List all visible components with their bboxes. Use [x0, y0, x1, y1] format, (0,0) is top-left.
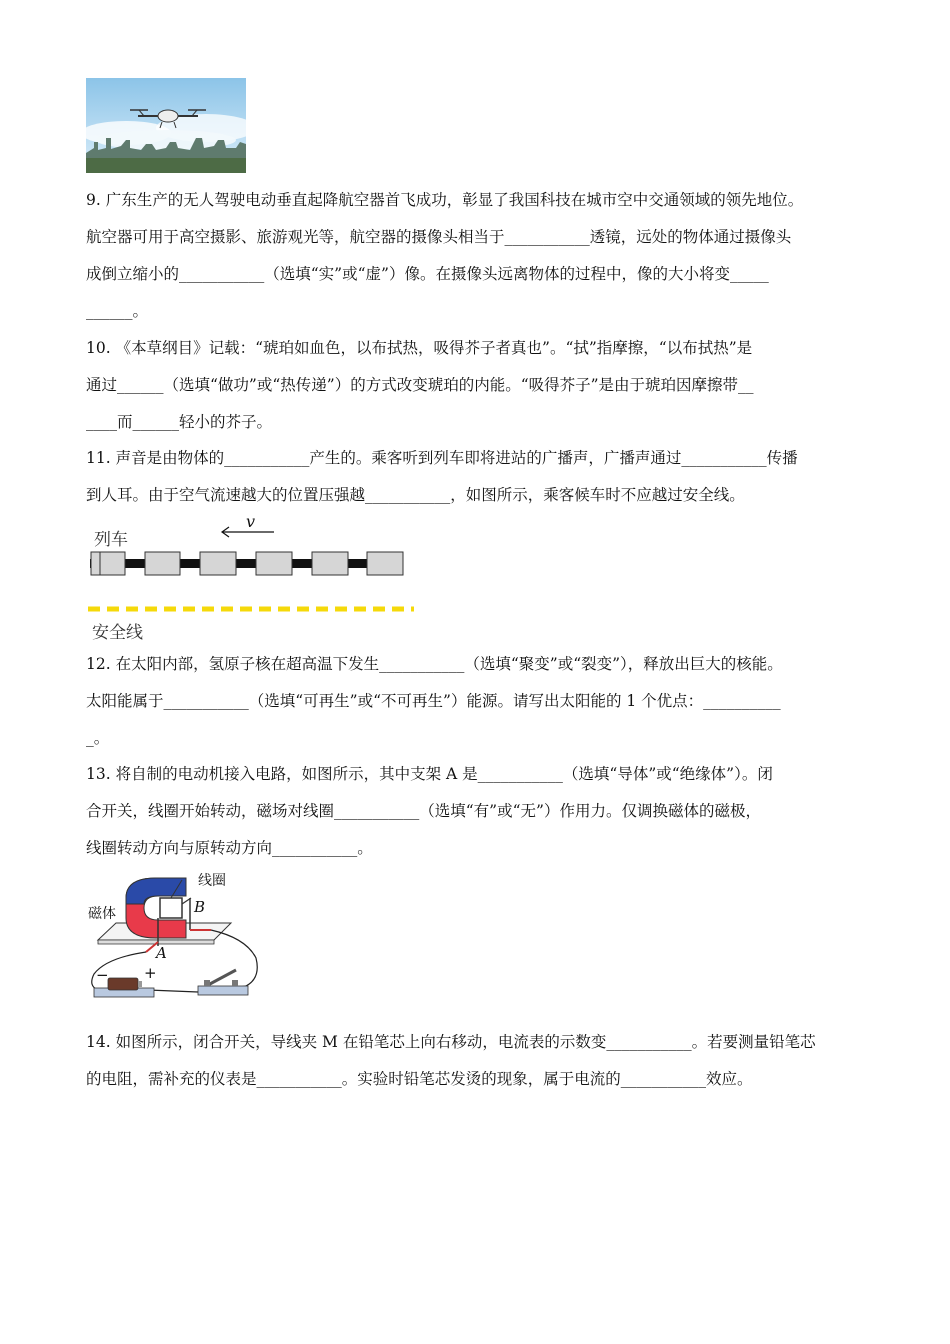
question-number: 9. — [86, 191, 101, 209]
question-12 — [86, 646, 878, 757]
motor-diagram — [86, 868, 266, 1008]
switch-lever — [208, 970, 236, 985]
question-9-line-2: 航空器可用于高空摄影、旅游观光等，航空器的摄像头相当于___________透镜，远处的物体通过摄像头 — [86, 228, 792, 246]
question-number: 10. — [86, 339, 111, 357]
question-12-line-1: 12. 在太阳内部，氢原子核在超高温下发生___________（选填“聚变”或“裂变”），释放出巨大的核能。 — [86, 655, 783, 673]
question-14-line-1: 14. 如图所示，闭合开关，导线夹 M 在铅笔芯上向右移动，电流表的示数变___________。若要测量铅笔芯 — [86, 1033, 816, 1051]
question-11 — [86, 440, 878, 514]
safety-line-label: 安全线 — [92, 623, 143, 643]
question-11-line-2: 到人耳。由于空气流速越大的位置压强越___________，如图所示，乘客候车时不应越过安全线。 — [86, 486, 745, 504]
magnet-label: 磁体 — [88, 906, 116, 922]
plus-label: + — [144, 964, 157, 982]
question-12-line-2: 太阳能属于___________（选填“可再生”或“不可再生”）能源。请写出太阳能的 1 个优点：__________ — [86, 692, 781, 710]
question-13-line-3: 线圈转动方向与原转动方向___________。 — [86, 839, 373, 857]
question-11-line-1: 11. 声音是由物体的___________产生的。乘客听到列车即将进站的广播声，广播声通过___________传播 — [86, 449, 798, 467]
question-10 — [86, 330, 878, 441]
question-14 — [86, 1024, 878, 1098]
question-9-line-3: 成倒立缩小的___________（选填“实”或“虚”）像。在摄像头远离物体的过程中，像的大小将变_____ — [86, 265, 769, 283]
question-10-line-2: 通过______（选填“做功”或“热传递”）的方式改变琥珀的内能。“吸得芥子”是由于琥珀因摩擦带__ — [86, 376, 754, 394]
question-13 — [86, 756, 878, 867]
question-12-line-3: _。 — [86, 729, 110, 747]
drone-photo — [86, 78, 246, 173]
coil-label: 线圈 — [198, 873, 226, 889]
motor-figure — [86, 868, 266, 1008]
question-10-line-3: ____而______轻小的芥子。 — [86, 413, 273, 431]
question-9-line-1: 9. 广东生产的无人驾驶电动垂直起降航空器首飞成功，彰显了我国科技在城市空中交通领域的领先地位。 — [86, 191, 804, 209]
point-a-label: A — [156, 944, 167, 962]
question-number: 13. — [86, 765, 111, 783]
question-9-line-4: ______。 — [86, 302, 149, 320]
question-number: 14. — [86, 1033, 111, 1051]
velocity-arrow — [222, 527, 274, 537]
train-label: 列车 — [94, 530, 128, 550]
question-13-line-2: 合开关，线圈开始转动，磁场对线圈___________（选填“有”或“无”）作用力。仅调换磁体的磁极， — [86, 802, 761, 820]
train-diagram — [86, 512, 426, 622]
minus-label: − — [96, 966, 109, 984]
battery — [108, 978, 138, 990]
point-b-label: B — [194, 898, 206, 916]
question-number: 11. — [86, 449, 111, 467]
question-9 — [86, 182, 878, 330]
velocity-label: v — [246, 512, 256, 531]
question-14-line-2: 的电阻，需补充的仪表是___________。实验时铅笔芯发烫的现象，属于电流的___________效应。 — [86, 1070, 753, 1088]
question-10-line-1: 10. 《本草纲目》记载：“琥珀如血色，以布拭热，吸得芥子者真也”。“拭”指摩擦，“以布拭热”是 — [86, 339, 753, 357]
switch-base — [198, 986, 248, 995]
question-number: 12. — [86, 655, 111, 673]
train-figure — [86, 512, 426, 642]
question-13-line-1: 13. 将自制的电动机接入电路，如图所示，其中支架 A 是___________（选填“导体”或“绝缘体”）。闭 — [86, 765, 773, 783]
